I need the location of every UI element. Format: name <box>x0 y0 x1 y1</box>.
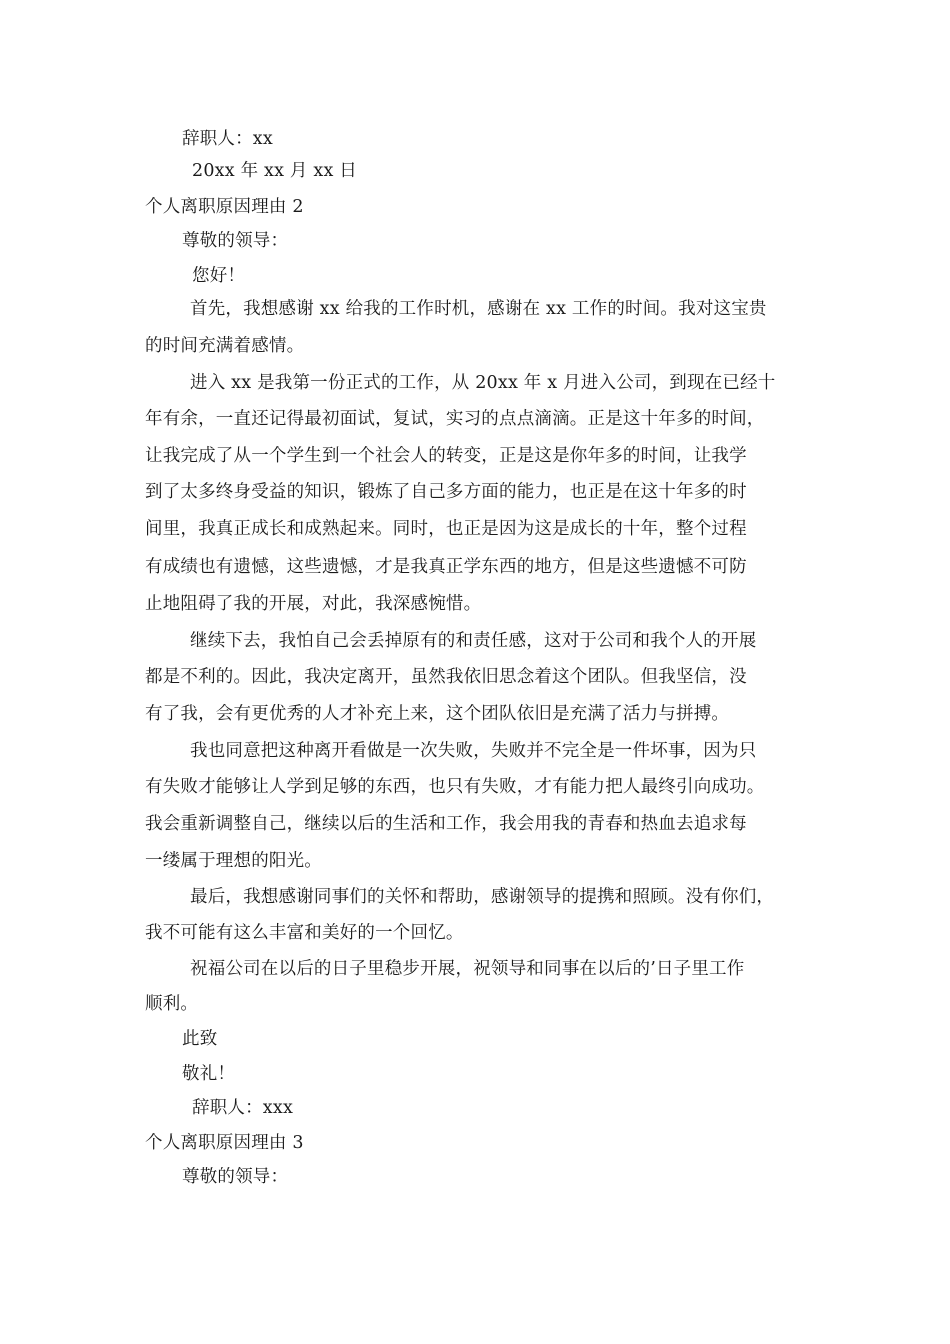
paragraph-line: 一缕属于理想的阳光。 <box>145 851 322 871</box>
section-heading-2: 个人离职原因理由 2 <box>145 197 304 217</box>
salutation-line: 尊敬的领导： <box>182 1167 289 1187</box>
closing-line-1: 此致 <box>182 1029 218 1049</box>
paragraph-line: 继续下去，我怕自己会丢掉原有的和责任感，这对于公司和我个人的开展 <box>190 631 757 651</box>
paragraph-line: 让我完成了从一个学生到一个社会人的转变，正是这是你年多的时间，让我学 <box>145 446 747 466</box>
paragraph-line: 间里，我真正成长和成熟起来。同时，也正是因为这是成长的十年，整个过程 <box>145 519 747 539</box>
paragraph-line: 止地阻碍了我的开展，对此，我深感惋惜。 <box>145 594 482 614</box>
greeting-line: 您好！ <box>192 266 246 286</box>
paragraph-line: 的时间充满着感情。 <box>145 336 305 356</box>
paragraph-line: 有成绩也有遗憾，这些遗憾，才是我真正学东西的地方，但是这些遗憾不可防 <box>145 557 747 577</box>
paragraph-line: 首先，我想感谢 xx 给我的工作时机，感谢在 xx 工作的时间。我对这宝贵 <box>190 299 767 319</box>
paragraph-line: 都是不利的。因此，我决定离开，虽然我依旧思念着这个团队。但我坚信，没 <box>145 667 747 687</box>
date-line: 20xx 年 xx 月 xx 日 <box>192 161 357 181</box>
paragraph-line: 我也同意把这种离开看做是一次失败，失败并不完全是一件坏事，因为只 <box>190 741 757 761</box>
paragraph-line: 最后，我想感谢同事们的关怀和帮助，感谢领导的提携和照顾。没有你们， <box>190 887 775 907</box>
paragraph-line: 到了太多终身受益的知识，锻炼了自己多方面的能力，也正是在这十年多的时 <box>145 482 747 502</box>
salutation-line: 尊敬的领导： <box>182 231 289 251</box>
paragraph-line: 顺利。 <box>145 994 199 1014</box>
paragraph-line: 祝福公司在以后的日子里稳步开展，祝领导和同事在以后的’日子里工作 <box>190 959 745 979</box>
paragraph-line: 有了我，会有更优秀的人才补充上来，这个团队依旧是充满了活力与拼搏。 <box>145 704 730 724</box>
signature-line-1: 辞职人：xx <box>182 129 273 149</box>
closing-line-2: 敬礼！ <box>182 1064 236 1084</box>
paragraph-line: 年有余，一直还记得最初面试，复试，实习的点点滴滴。正是这十年多的时间， <box>145 409 765 429</box>
paragraph-line: 我会重新调整自己，继续以后的生活和工作，我会用我的青春和热血去追求每 <box>145 814 747 834</box>
paragraph-line: 进入 xx 是我第一份正式的工作，从 20xx 年 x 月进入公司，到现在已经十 <box>190 373 776 393</box>
paragraph-line: 我不可能有这么丰富和美好的一个回忆。 <box>145 923 464 943</box>
paragraph-line: 有失败才能够让人学到足够的东西，也只有失败，才有能力把人最终引向成功。 <box>145 777 765 797</box>
signature-line-2: 辞职人：xxx <box>192 1098 294 1118</box>
section-heading-3: 个人离职原因理由 3 <box>145 1133 304 1153</box>
